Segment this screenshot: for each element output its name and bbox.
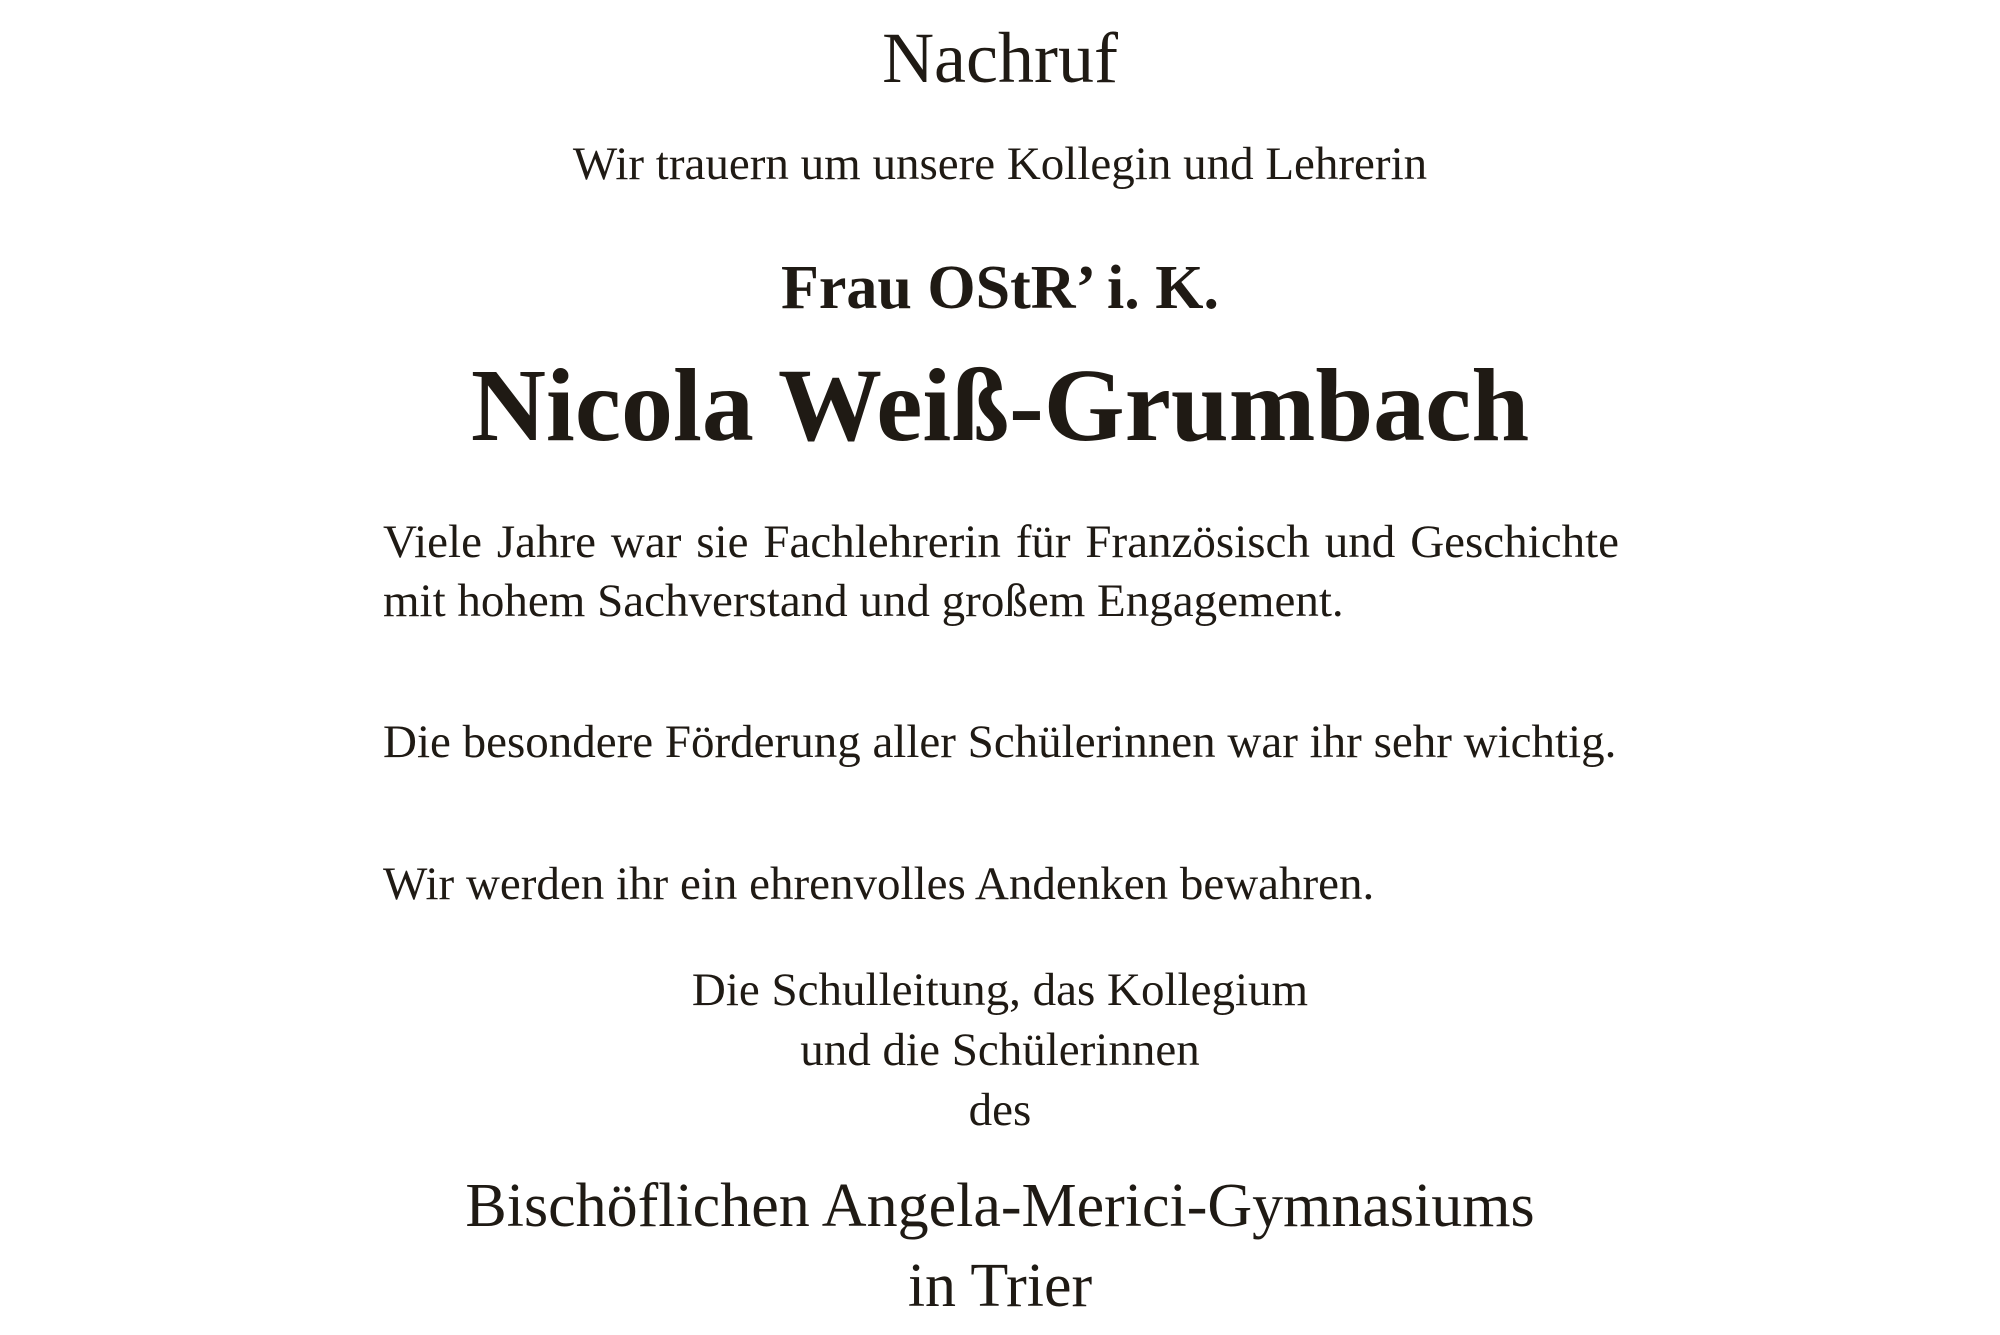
honorific-title: Frau OStR’ i. K.	[781, 254, 1219, 322]
tribute-paragraph-3: Wir werden ihr ein ehrenvolles Andenken bewahren.	[383, 858, 1375, 910]
tribute-paragraph-2: Die besondere Förderung aller Schülerinnen war ihr sehr wichtig.	[383, 716, 1617, 768]
signature-line-2: und die Schülerinnen	[800, 1024, 1200, 1076]
intro-line: Wir trauern um unsere Kollegin und Lehrerin	[572, 138, 1428, 190]
signature-line-1: Die Schulleitung, das Kollegium	[691, 964, 1309, 1016]
notice-heading: Nachruf	[882, 18, 1118, 98]
deceased-name: Nicola Weiß-Grumbach	[470, 348, 1530, 463]
tribute-paragraph-1: Viele Jahre war sie Fachlehrerin für Französisch und Geschichte mit hohem Sachverstand und großem Engagement.	[383, 516, 1619, 627]
school-name-line-1: Bischöflichen Angela-Merici-Gymnasiums	[465, 1172, 1535, 1240]
school-name-line-2: in Trier	[907, 1252, 1093, 1320]
signature-line-3: des	[968, 1084, 1032, 1136]
